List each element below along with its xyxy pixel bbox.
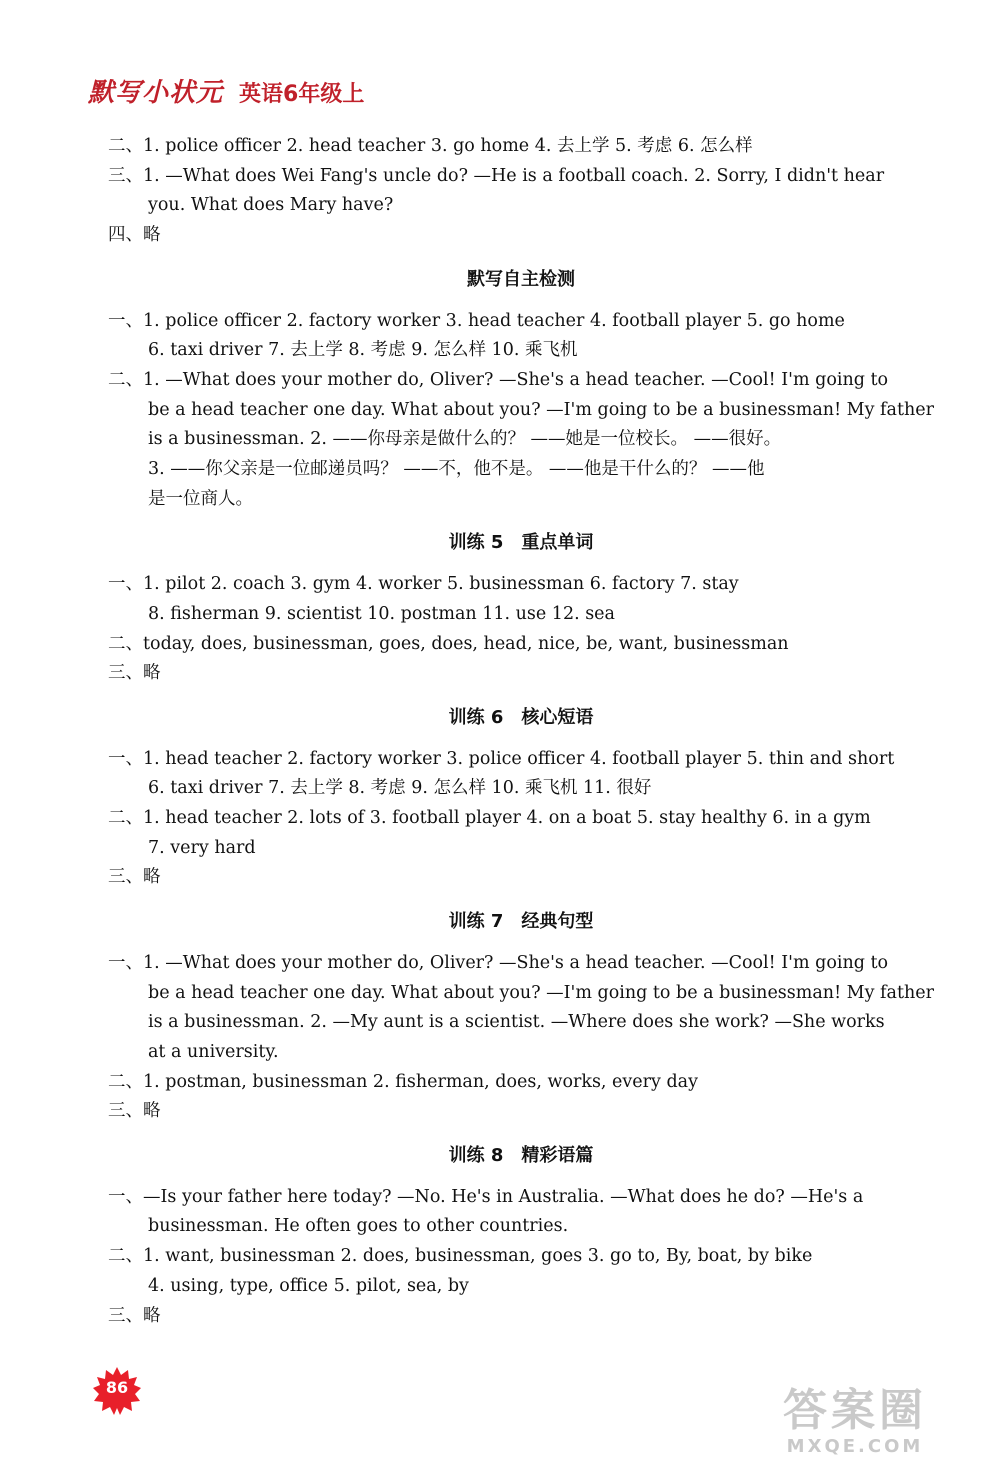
answer-line: businessman. He often goes to other countries. <box>148 1216 569 1237</box>
answer-line: at a university. <box>148 1041 279 1062</box>
watermark-url: MXQE.COM <box>786 1436 924 1457</box>
section-title: 训练 7 经典句型 <box>448 911 594 933</box>
answer-line: 一、1. police officer 2. factory worker 3. head teacher 4. football player 5. go home <box>108 310 845 331</box>
answer-line: 一、1. pilot 2. coach 3. gym 4. worker 5. businessman 6. factory 7. stay <box>108 574 739 595</box>
answer-line: 一、—Is your father here today? —No. He's in Australia. —What does he do? —He's a <box>108 1186 864 1207</box>
answer-line: 三、略 <box>108 1305 161 1326</box>
answer-line: 二、1. —What does your mother do, Oliver? —She's a head teacher. —Cool! I'm going to <box>108 369 889 390</box>
answer-line: 二、1. postman, businessman 2. fisherman, does, works, every day <box>108 1071 698 1092</box>
answer-line: be a head teacher one day. What about you? —I'm going to be a businessman! My father <box>148 399 934 420</box>
answer-line: 一、1. —What does your mother do, Oliver? —She's a head teacher. —Cool! I'm going to <box>108 952 889 973</box>
answer-line: 二、1. want, businessman 2. does, businessman, goes 3. go to, By, boat, by bike <box>108 1246 813 1267</box>
book-brand: 默写小状元 <box>88 78 224 108</box>
answer-line: 三、1. —What does Wei Fang's uncle do? —He is a football coach. 2. Sorry, I didn't hear <box>108 165 885 186</box>
section-title: 训练 6 核心短语 <box>448 706 594 728</box>
answer-line: 6. taxi driver 7. 去上学 8. 考虑 9. 怎么样 10. 乘飞机 <box>148 340 578 361</box>
answer-line: 四、略 <box>108 225 161 246</box>
section-title: 训练 8 精彩语篇 <box>448 1145 594 1167</box>
page-number: 86 <box>105 1378 129 1397</box>
answer-line: 二、1. head teacher 2. lots of 3. football player 4. on a boat 5. stay healthy 6. in a gym <box>108 808 871 829</box>
watermark <box>750 1386 960 1457</box>
answer-content <box>108 132 934 1331</box>
answer-line: 二、1. police officer 2. head teacher 3. go home 4. 去上学 5. 考虑 6. 怎么样 <box>108 136 753 156</box>
answer-line: 6. taxi driver 7. 去上学 8. 考虑 9. 怎么样 10. 乘飞机 11. 很好 <box>148 778 652 799</box>
book-subject: 英语6年级上 <box>239 82 365 107</box>
answer-line: 是一位商人。 <box>148 488 253 509</box>
answer-line: you. What does Mary have? <box>148 195 394 216</box>
section-title: 训练 5 重点单词 <box>448 532 594 554</box>
answer-line: is a businessman. 2. ——你母亲是做什么的？ ——她是一位校长。 ——很好。 <box>148 429 782 450</box>
answer-line: 三、略 <box>108 1101 161 1122</box>
answer-line: 二、today, does, businessman, goes, does, head, nice, be, want, businessman <box>108 633 789 654</box>
section-title: 默写自主检测 <box>467 268 575 290</box>
answer-line: 三、略 <box>108 867 161 888</box>
answer-line: 一、1. head teacher 2. factory worker 3. police officer 4. football player 5. thin and short <box>108 748 895 769</box>
answer-line: is a businessman. 2. —My aunt is a scientist. —Where does she work? —She works <box>148 1012 885 1033</box>
answer-line: 4. using, type, office 5. pilot, sea, by <box>148 1275 469 1296</box>
answer-line: 三、略 <box>108 663 161 684</box>
page-header <box>88 72 364 109</box>
answer-line: 8. fisherman 9. scientist 10. postman 11. use 12. sea <box>148 603 615 624</box>
answer-line: 7. very hard <box>148 837 256 858</box>
answer-line: be a head teacher one day. What about you? —I'm going to be a businessman! My father <box>148 982 934 1003</box>
watermark-logo: 答案圈 <box>783 1385 927 1436</box>
answer-line: 3. ——你父亲是一位邮递员吗？ ——不，他不是。 ——他是干什么的？ ——他 <box>148 459 765 480</box>
